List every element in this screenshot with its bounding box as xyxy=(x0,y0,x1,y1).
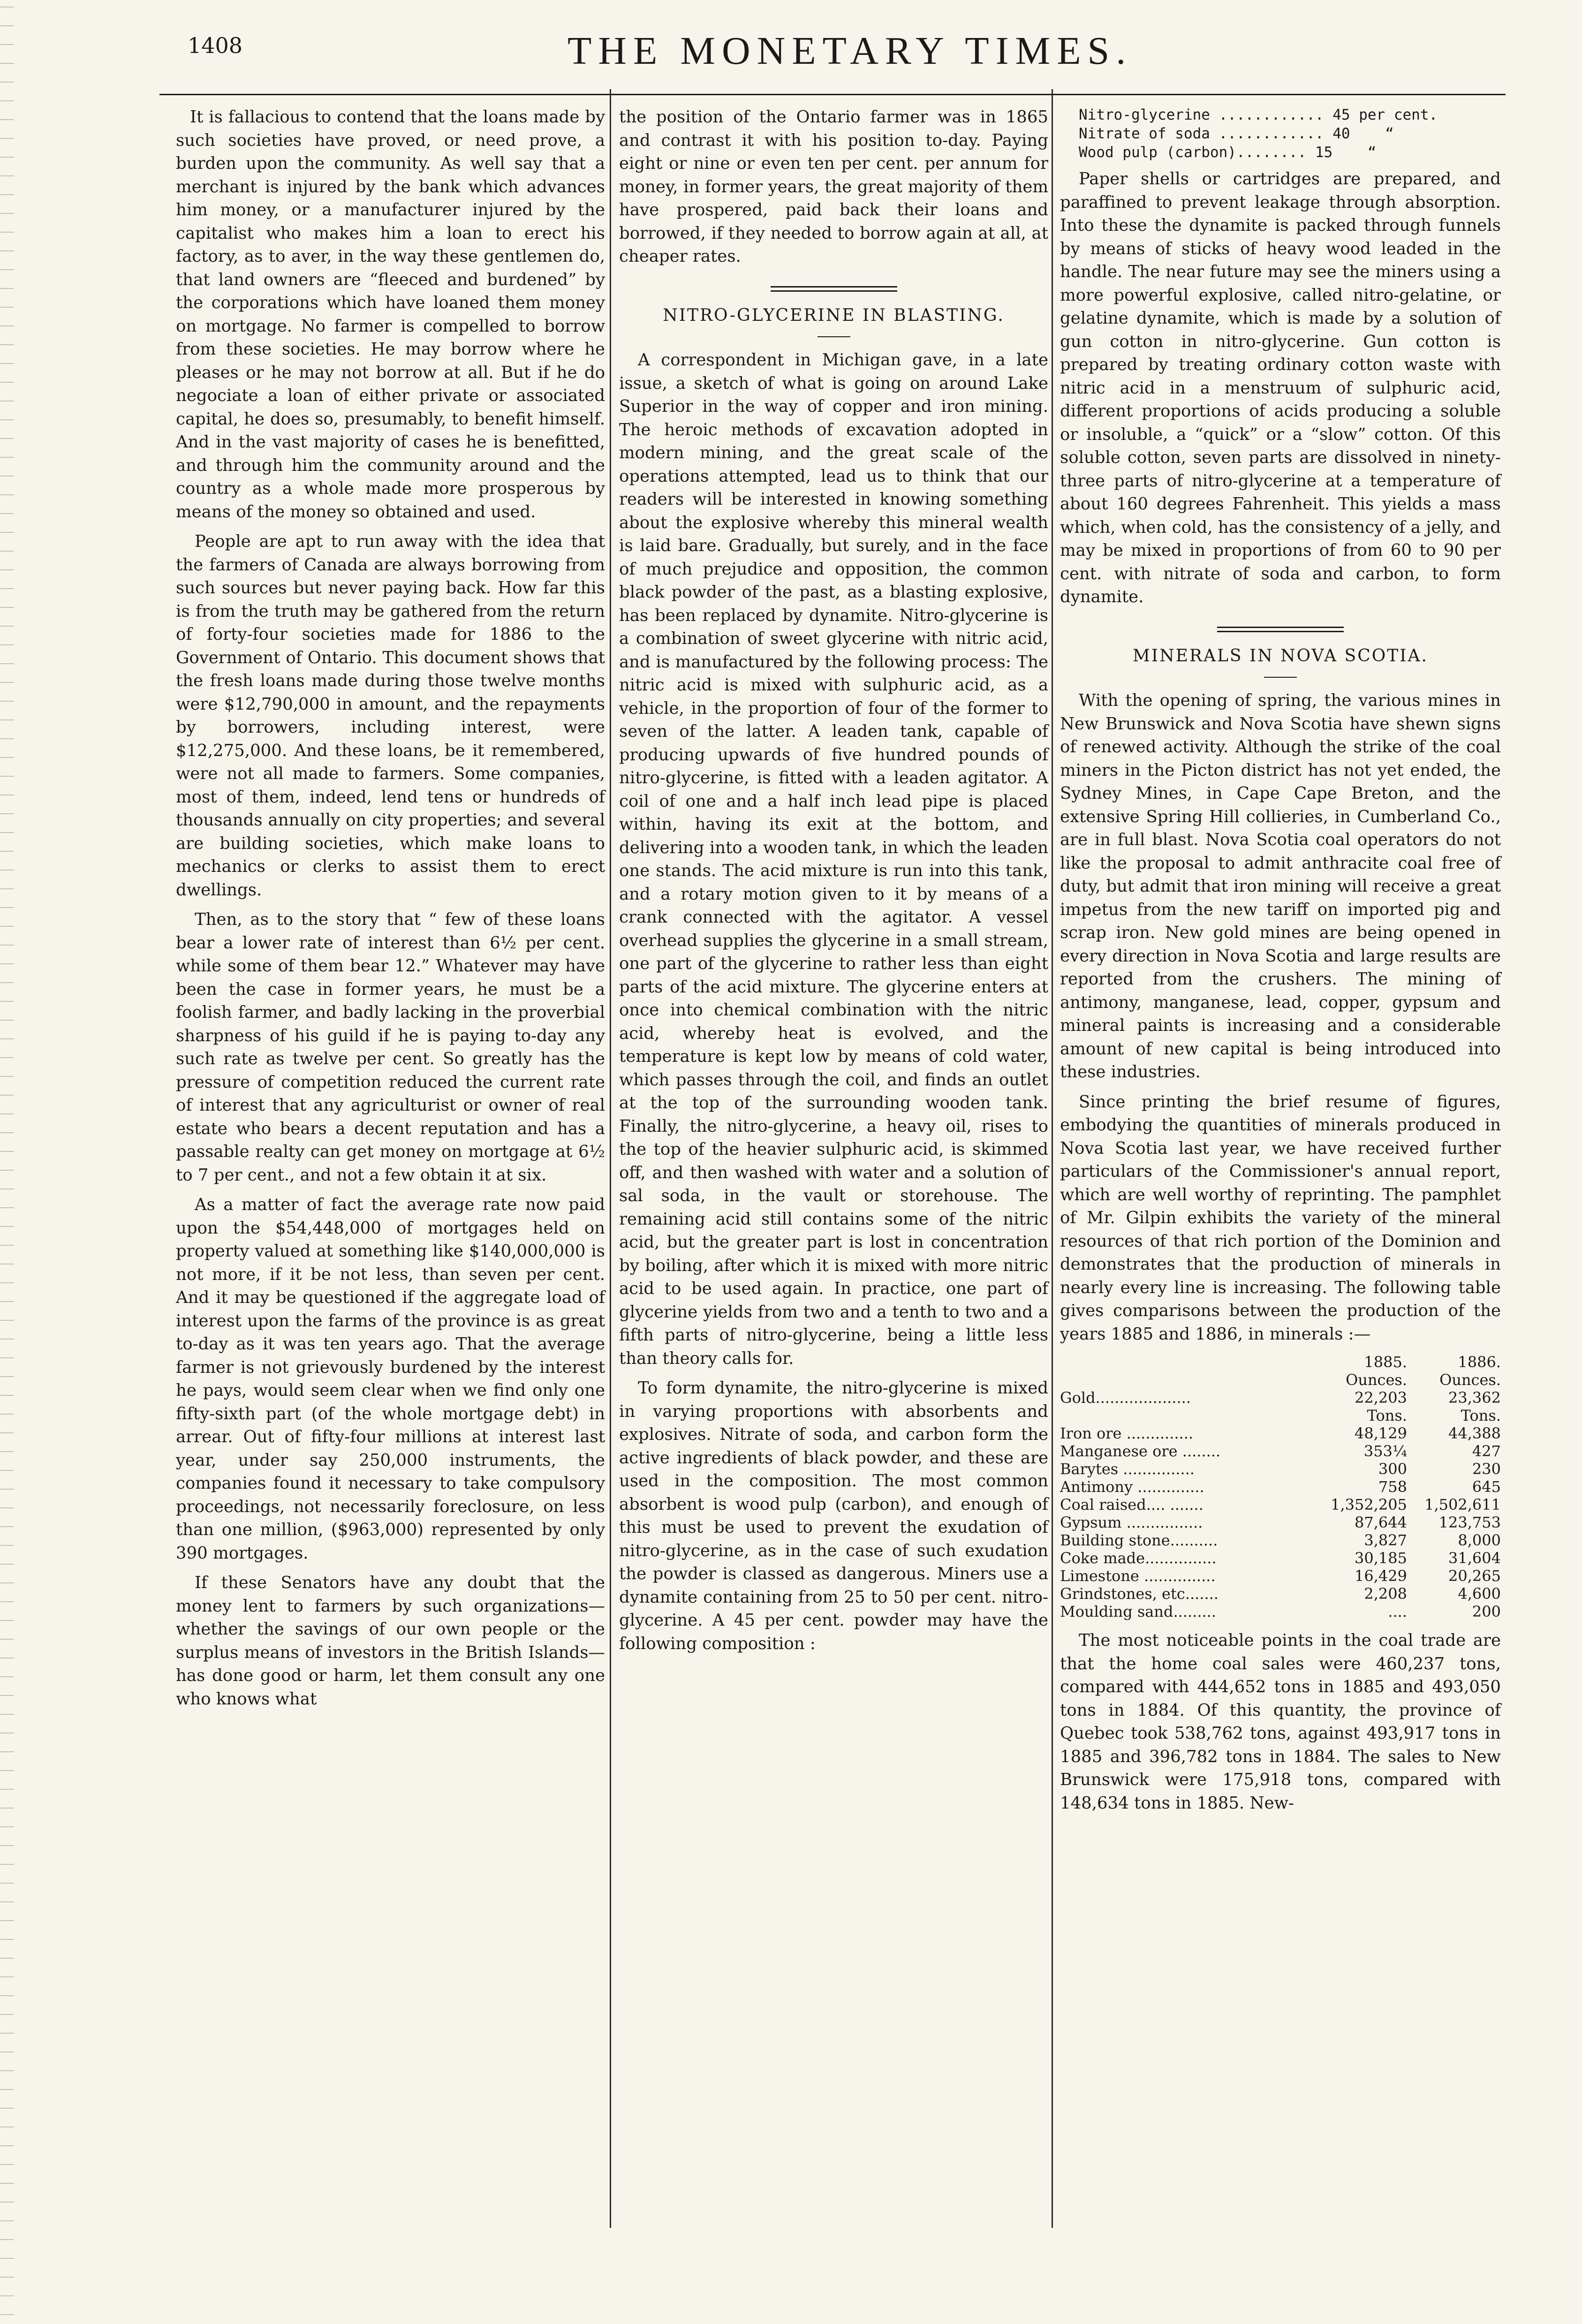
column-1 xyxy=(176,106,605,1717)
article-paragraph: People are apt to run away with the idea that the farmers of Canada are always borrowing from such sources but never paying back. How far this is from the truth may be gathered from the return of forty-four societies made for 1886 to the Government of Ontario. This document shows that the fresh loans made during those twelve months were $12,790,000 in amount, and the repayments by borrowers, including interest, were $12,275,000. And these loans, be it remembered, were not all made to farmers. Some companies, most of them, indeed, lend tens or hundreds of thousands annually on city properties; and several are building societies, which make loans to mechanics or clerks to assist them to erect dwellings. xyxy=(176,532,605,900)
value-1885: .... xyxy=(1388,1603,1407,1620)
value-1886: 23,362 xyxy=(1448,1389,1501,1407)
article-paragraph: It is fallacious to contend that the loans made by such societies have proved, or need prove, a burden upon the community. As well say that a merchant is injured by the bank which advances him money, or a manufacturer injured by the capitalist who makes him a loan to erect his factory, as to aver, in the way these gentlemen do, that land owners are “fleeced and burdened” by the corporations which have loaned them money on mortgage. No farmer is compelled to borrow from these societies. He may borrow where he pleases or he may not borrow at all. But if he do negociate a loan of either private or associated capital, he does so, presumably, to benefit himself. And in the vast majority of cases he is benefitted, and through him the community around and the country as a whole made more prosperous by means of the money so obtained and used. xyxy=(176,107,605,522)
article-paragraph: With the opening of spring, the various mines in New Brunswick and Nova Scotia have shewn signs of renewed activity. Although the strike of the coal miners in the Picton district has not yet ended, the Sydney Mines, in Cape Cape Breton, and the extensive Spring Hill collieries, in Cumberland Co., are in full blast. Nova Scotia coal operators do not like the proposal to admit anthracite coal free of duty, but admit that iron mining will receive a great impetus from the new tariff on imported pig and scrap iron. New gold mines are being opened in every direction in Nova Scotia and large results are reported from the crushers. The mining of antimony, manganese, lead, copper, gypsum and mineral paints is increasing and a considerable amount of new capital is being introduced into these industries. xyxy=(1060,691,1501,1082)
masthead-title: THE MONETARY TIMES. xyxy=(568,29,1133,73)
dynamite-composition xyxy=(1079,106,1501,162)
table-unit: Tons. xyxy=(1367,1407,1407,1424)
table-row xyxy=(1060,1478,1501,1496)
value-1886: 427 xyxy=(1472,1442,1501,1460)
value-1885: 758 xyxy=(1378,1478,1407,1496)
heading-rule xyxy=(817,336,850,337)
article-paragraph: To form dynamite, the nitro-glycerine is mixed in varying proportions with absorbents and explosives. Nitrate of soda, and carbon form the active ingredients of black powder, and these are used in the composition. The most common absorbent is wood pulp (carbon), and enough of this must be used to prevent the exudation of nitro-glycerine, as in the case of such exudation the powder is classed as dangerous. Miners use a dynamite containing from 25 to 50 per cent. nitro-glycerine. A 45 per cent. powder may have the following composition : xyxy=(619,1378,1048,1653)
article-paragraph: As a matter of fact the average rate now paid upon the $54,448,000 of mortgages held on property valued at something like $140,000,000 is not more, if it be not less, than seven per cent. And it may be questioned if the aggregate load of interest upon the farms of the province is as great to-day as it was ten years ago. That the average farmer is not grievously burdened by the interest he pays, would seem clear when we find only one fifty-sixth part (of the whole mortgage debt) in arrear. Out of fifty-four millions at interest last year, under say 250,000 instruments, the companies found it necessary to take compulsory proceedings, not necessarily foreclosure, on less than one million, ($963,000) represented by only 390 mortgages. xyxy=(176,1195,605,1563)
header-rule xyxy=(159,94,1506,95)
table-row xyxy=(1060,1424,1501,1442)
composition-line: Nitro-glycerine ............ 45 per cent. xyxy=(1079,106,1438,123)
article-heading-nitro-glycerine: NITRO-GLYCERINE IN BLASTING. xyxy=(663,305,1005,325)
article-heading-minerals: MINERALS IN NOVA SCOTIA. xyxy=(1133,646,1428,666)
table-row xyxy=(1060,1549,1501,1567)
table-row xyxy=(1060,1389,1501,1407)
value-1886: 645 xyxy=(1472,1478,1501,1496)
mineral-name: Antimony .............. xyxy=(1060,1478,1204,1496)
section-rule xyxy=(771,286,897,292)
article-paragraph: If these Senators have any doubt that the money lent to farmers by such organizations—whether the savings of our own people or the surplus means of investors in the British Islands—has done good or harm, let them consult any one who knows what xyxy=(176,1573,605,1709)
table-unit: Ounces. xyxy=(1439,1371,1501,1389)
mineral-name: Coal raised.... ....... xyxy=(1060,1496,1204,1514)
minerals-table-body xyxy=(1060,1424,1501,1620)
table-row xyxy=(1060,1603,1501,1620)
column-3 xyxy=(1060,106,1501,1821)
column-divider xyxy=(610,89,611,2228)
article-paragraph: the position of the Ontario farmer was in 1865 and contrast it with his position to-day. Paying eight or nine or even ten per cent. per annum for money, in former years, the great majority of them have prospered, paid back their loans and borrowed, if they needed to borrow again at all, at cheaper rates. xyxy=(619,107,1048,266)
mineral-name: Limestone ............... xyxy=(1060,1567,1216,1585)
table-row xyxy=(1060,1514,1501,1531)
value-1885: 48,129 xyxy=(1355,1424,1407,1442)
mineral-name: Building stone.......... xyxy=(1060,1531,1218,1549)
mineral-name: Gold.................... xyxy=(1060,1389,1191,1407)
value-1885: 1,352,205 xyxy=(1331,1496,1407,1514)
article-paragraph: A correspondent in Michigan gave, in a late issue, a sketch of what is going on around Lake Superior in the way of copper and iron mining. The heroic methods of excavation adopted in modern mining, and the great scale of the operations attempted, lead us to think that our readers will be interested in knowing something about the explosive whereby this mineral wealth is laid bare. Gradually, but surely, and in the face of much prejudice and opposition, the common black powder of the past, as a blasting explosive, has been replaced by dynamite. Nitro-glycerine is a combination of sweet glycerine with nitric acid, and is manufactured by the following process: The nitric acid is mixed with sulphuric acid, as a vehicle, in the proportion of four of the former to seven of the latter. A leaden tank, capable of producing upwards of five hundred pounds of nitro-glycerine, is fitted with a leaden agitator. A coil of one and a half inch lead pipe is placed within, having its exit at the bottom, and delivering into a wooden tank, in which the leaden one stands. The acid mixture is run into this tank, and a rotary motion given to it by means of a crank connected with the agitator. A vessel overhead supplies the glycerine in a small stream, one part of the glycerine to rather less than eight parts of the acid mixture. The glycerine enters at once into chemical combination with the nitric acid, whereby heat is evolved, and the temperature is kept low by means of cold water, which passes through the coil, and finds an outlet at the top of the surrounding wooden tank. Finally, the nitro-glycerine, a heavy oil, rises to the top of the heavier sulphuric acid, is skimmed off, and then washed with water and a solution of sal soda, in the vault or storehouse. The remaining acid still contains some of the nitric acid, but the greater part is lost in concentration by boiling, after which it is mixed with more nitric acid to be used again. In practice, one part of glycerine yields from two and a tenth to two and a fifth parts of nitro-glycerine, being a little less than theory calls for. xyxy=(619,350,1048,1368)
table-row xyxy=(1060,1531,1501,1549)
value-1885: 353¼ xyxy=(1363,1442,1407,1460)
table-header-year: 1885. xyxy=(1364,1353,1407,1371)
value-1886: 20,265 xyxy=(1448,1567,1501,1585)
value-1885: 3,827 xyxy=(1364,1531,1407,1549)
table-header-year: 1886. xyxy=(1458,1353,1501,1371)
article-paragraph: Paper shells or cartridges are prepared, and paraffined to prevent leakage through absorption. Into these the dynamite is packed through funnels by means of sticks of heavy wood leaded in the handle. The near future may see the miners using a more powerful explosive, called nitro-gelatine, or gelatine dynamite, which is made by a solution of gun cotton in nitro-glycerine. Gun cotton is prepared by treating ordinary cotton waste with nitric acid in a menstruum of sulphuric acid, different proportions of acids producing a soluble or insoluble, a “quick” or a “slow” cotton. Of this soluble cotton, seven parts are dissolved in ninety-three parts of nitro-glycerine at a temperature of about 160 degrees Fahrenheit. This yields a mass which, when cold, has the consistency of a jelly, and may be mixed in proportions of from 60 to 90 per cent. with nitrate of soda and carbon, to form dynamite. xyxy=(1060,169,1501,606)
mineral-name: Coke made............... xyxy=(1060,1549,1217,1567)
value-1886: 200 xyxy=(1472,1603,1501,1620)
value-1886: 8,000 xyxy=(1458,1531,1501,1549)
page-number: 1408 xyxy=(188,33,243,58)
value-1885: 22,203 xyxy=(1355,1389,1407,1407)
mineral-name: Grindstones, etc....... xyxy=(1060,1585,1219,1603)
article-paragraph: Since printing the brief resume of figures, embodying the quantities of minerals produced in Nova Scotia last year, we have received further particulars of the Commissioner's annual report, which are well worthy of reprinting. The pamphlet of Mr. Gilpin exhibits the variety of the mineral resources of that rich portion of the Dominion and demonstrates that the production of minerals in nearly every line is increasing. The following table gives comparisons between the production of the years 1885 and 1886, in minerals :— xyxy=(1060,1092,1501,1344)
table-row xyxy=(1060,1496,1501,1514)
page-header xyxy=(159,28,1506,84)
minerals-table xyxy=(1060,1353,1501,1620)
value-1885: 30,185 xyxy=(1355,1549,1407,1567)
value-1886: 31,604 xyxy=(1448,1549,1501,1567)
value-1885: 300 xyxy=(1378,1460,1407,1478)
mineral-name: Iron ore .............. xyxy=(1060,1424,1194,1442)
column-2 xyxy=(619,106,1048,1662)
composition-line: Wood pulp (carbon)........ 15 “ xyxy=(1079,144,1377,161)
mineral-name: Moulding sand......... xyxy=(1060,1603,1216,1620)
value-1885: 16,429 xyxy=(1355,1567,1407,1585)
mineral-name: Barytes ............... xyxy=(1060,1460,1195,1478)
table-unit: Ounces. xyxy=(1346,1371,1407,1389)
table-row xyxy=(1060,1460,1501,1478)
table-unit: Tons. xyxy=(1461,1407,1501,1424)
value-1886: 230 xyxy=(1472,1460,1501,1478)
value-1885: 87,644 xyxy=(1355,1514,1407,1531)
heading-rule xyxy=(1264,677,1297,678)
value-1886: 123,753 xyxy=(1438,1514,1501,1531)
value-1886: 1,502,611 xyxy=(1424,1496,1501,1514)
composition-line: Nitrate of soda ............ 40 “ xyxy=(1079,125,1394,142)
page-edge-binding xyxy=(0,0,14,2324)
table-row xyxy=(1060,1442,1501,1460)
mineral-name: Manganese ore ........ xyxy=(1060,1442,1221,1460)
table-row xyxy=(1060,1585,1501,1603)
section-rule xyxy=(1217,627,1344,632)
article-paragraph: The most noticeable points in the coal trade are that the home coal sales were 460,237 tons, compared with 444,652 tons in 1885 and 493,050 tons in 1884. Of this quantity, the province of Quebec took 538,762 tons, against 493,917 tons in 1885 and 396,782 tons in 1884. The sales to New Brunswick were 175,918 tons, compared with 148,634 tons in 1885. New- xyxy=(1060,1631,1501,1813)
table-row xyxy=(1060,1567,1501,1585)
value-1886: 44,388 xyxy=(1448,1424,1501,1442)
mineral-name: Gypsum ................ xyxy=(1060,1514,1203,1531)
column-divider xyxy=(1052,89,1053,2228)
article-paragraph: Then, as to the story that “ few of these loans bear a lower rate of interest than 6½ per cent. while some of them bear 12.” Whatever may have been the case in former years, he must be a foolish farmer, and badly lacking in the proverbial sharpness of his guild if he is paying to-day any such rate as twelve per cent. So greatly has the pressure of competition reduced the current rate of interest that any agriculturist or owner of real estate who bears a decent reputation and has a passable realty can get money on mortgage at 6½ to 7 per cent., and not a few obtain it at six. xyxy=(176,910,605,1185)
value-1885: 2,208 xyxy=(1364,1585,1407,1603)
value-1886: 4,600 xyxy=(1458,1585,1501,1603)
